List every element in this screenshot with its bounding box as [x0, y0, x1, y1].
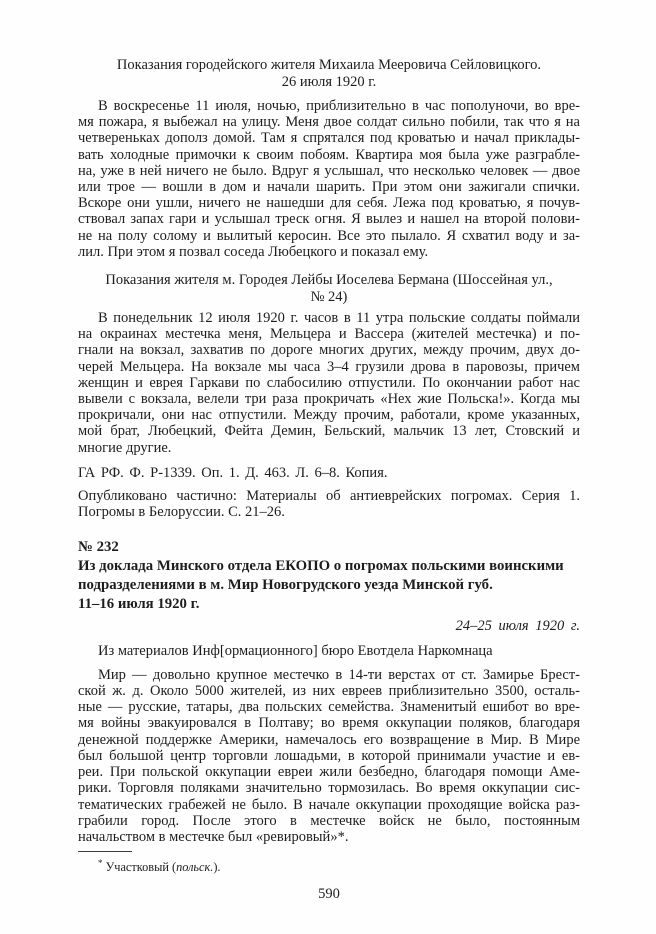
text-line: Из доклада Минского отдела ЕКОПО о погромах польскими воинскими [78, 558, 564, 575]
footnote-italic-text: польск. [176, 860, 214, 875]
text-line: черей Мельцера. На вокзале мы часа 3–4 грузили дрова в паровозы, причем [78, 358, 580, 375]
page-content [78, 57, 580, 903]
document-232 [78, 538, 580, 845]
text-line: Опубликовано частично: Материалы об антиеврейских погромах. Серия 1. [78, 488, 580, 505]
text-line: мя войны эвакуировался в Полтаву; во время оккупации поляков, благодаря [78, 715, 580, 732]
document-body [78, 667, 580, 845]
text-line: В понедельник 12 июля 1920 г. часов в 11 утра польские солдаты поймали [98, 310, 580, 327]
text-line: Погромы в Белоруссии. С. 21–26. [78, 504, 285, 521]
text-line: гнали на вокзал, захватив по дороге многих других, между прочим, двух до- [78, 342, 580, 359]
text-line: мя пожара, я выбежал на улицу. Меня двое солдат сильно побили, так что я на [78, 114, 580, 131]
text-line: Вскоре они ушли, ничего не нашедши для себя. Лежа под кроватью, я почув- [78, 195, 580, 212]
publication-note [78, 488, 580, 520]
text-line: ные — русские, татары, два польских семейства. Знаменитый ешибот во вре- [78, 699, 580, 716]
text-line: был большой центр торговли лошадьми, в которой принимали участие и ев- [78, 747, 580, 764]
text-line: грабили город. После этого в местечке войск не было, постоянным [78, 812, 580, 829]
text-line: вывели с вокзала, велели три раза прокричать «Нех жие Польска!». Когда мы [78, 391, 580, 408]
text-line: на окраинах местечка меня, Мельцера и Вассера (жителей местечка) и по- [78, 326, 580, 343]
text-line: четвереньках дополз домой. Там я спрятался под кроватью и начал приклады- [78, 130, 580, 147]
footnote-rule [78, 851, 132, 852]
text-line: 11–16 июля 1920 г. [78, 596, 200, 613]
testimony-1-date: 26 июля 1920 г. [281, 74, 377, 90]
text-line: тематических грабежей не было. В начале оккупации проходящие войска раз- [78, 796, 580, 813]
text-line: денежной поддержке Америки, намечалось его возвращение в Мир. В Мире [78, 731, 580, 748]
document-number: № 232 [78, 539, 119, 556]
document-date: 24–25 июля 1920 г. [455, 618, 580, 635]
text-line: прокричали, они нас отпустили. Между прочим, работали, кроме указанных, [78, 407, 580, 424]
text-line: Мир — довольно крупное местечко в 14-ти верстах от ст. Замирье Брест- [98, 666, 580, 683]
testimony-1 [78, 57, 580, 260]
testimony-2-heading: Показания жителя м. Городея Лейбы Иоселева Бермана (Шоссейная ул., [105, 272, 553, 289]
text-line: ствовал запах гари и услышал треск огня. Я вылез и нашел на второй полови- [78, 211, 580, 228]
footnote-text: Участковый ( [105, 860, 177, 875]
document-title [78, 557, 580, 614]
text-line: или трое — вошли в дом и начали шарить. При этом они зажигали спички. [78, 179, 580, 196]
text-line: мой брат, Любецкий, Фейта Демин, Бельский, мальчик 13 лет, Стовский и [78, 423, 580, 440]
text-line: В воскресенье 11 июля, ночью, приблизительно в час пополуночи, во вре- [98, 98, 580, 114]
page-number: 590 [318, 886, 340, 903]
text-line: многие другие. [78, 439, 172, 456]
testimony-1-heading: Показания городейского жителя Михаила Мееровича Сейловицкого. [116, 57, 542, 73]
footnote-text-suffix: ). [213, 860, 221, 875]
testimony-2-heading-line2: № 24) [310, 289, 348, 306]
testimony-1-body [78, 98, 580, 260]
document-source: Из материалов Инф[ормационного] бюро Евотдела Наркомнаца [98, 642, 493, 659]
text-line: рики. Торговля поляками значительно тормозилась. Во время оккупации сис- [78, 780, 580, 797]
footnote-marker: * [98, 858, 103, 869]
text-line: лил. При этом я позвал соседа Любецкого и показал ему. [78, 243, 429, 260]
text-line: женщин и еврея Гаркави по слабосилию отпустили. По окончании работ нас [78, 374, 580, 391]
text-line: начальством в местечке был «ревировый»*. [78, 828, 349, 845]
text-line: на, уже в ней ничего не было. Вдруг я услышал, что несколько человек — двое [78, 162, 580, 179]
text-line: подразделениями в м. Мир Новогрудского уезда Минской губ. [78, 577, 493, 594]
text-line: ской ж. д. Около 5000 жителей, из них евреев приблизительно 3500, осталь- [78, 683, 580, 700]
testimony-2 [78, 272, 580, 456]
archive-reference: ГА РФ. Ф. Р-1339. Оп. 1. Д. 463. Л. 6–8. Копия. [78, 464, 388, 481]
testimony-2-body [78, 310, 580, 456]
text-line: не на полу солому и вылитый керосин. Все это пылало. Я схватил воду и за- [78, 227, 580, 244]
text-line: вать холодные примочки к своим побоям. Квартира моя была уже разграбле- [78, 146, 580, 163]
text-line: реи. При польской оккупации евреи жили безбедно, благодаря помощи Аме- [78, 764, 580, 781]
footnote [78, 856, 580, 875]
